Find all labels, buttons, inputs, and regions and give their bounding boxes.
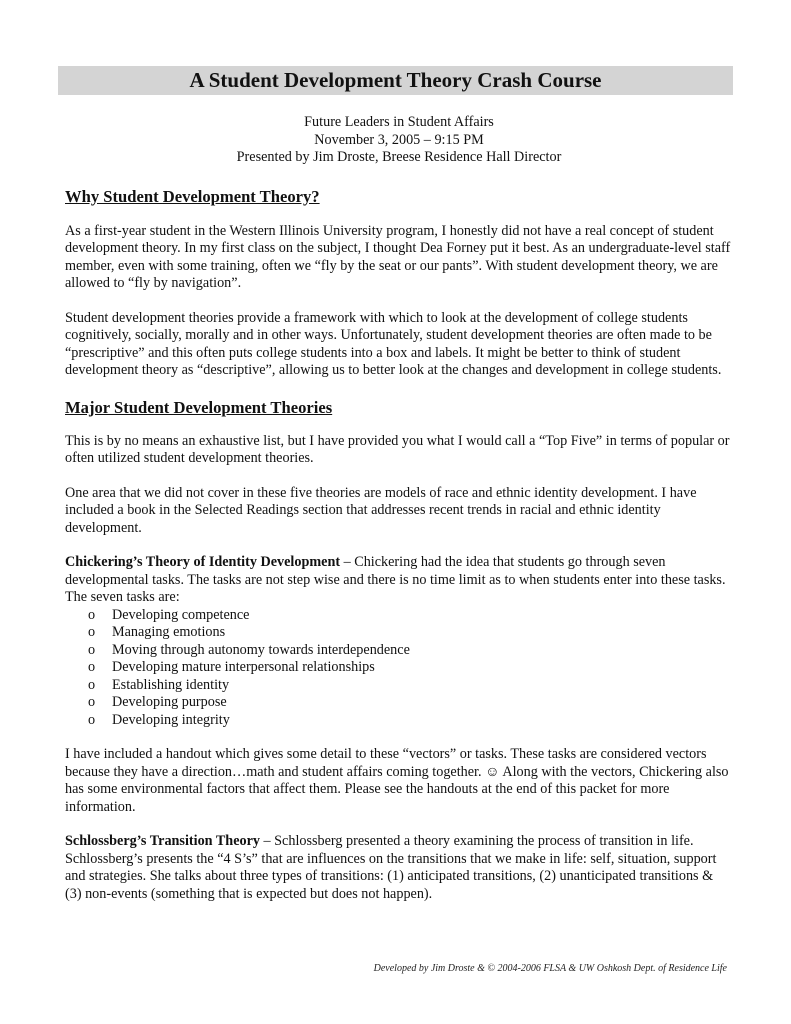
list-item xyxy=(65,694,733,712)
bullet-marker: o xyxy=(88,711,96,728)
paragraph-race-ethnic: One area that we did not cover in these five theories are models of race and ethnic identity development. I have included a book in the Selected Readings section that addresses recent trends in racial and ethnic identity development. xyxy=(65,484,697,536)
paragraph-chickering xyxy=(65,554,733,607)
subtitle-presenter: Presented by Jim Droste, Breese Residence Hall Director xyxy=(236,149,562,165)
section-heading-why: Why Student Development Theory? xyxy=(65,186,320,206)
list-item xyxy=(65,712,733,730)
list-item xyxy=(65,677,733,695)
paragraph-framework: Student development theories provide a framework with which to look at the development of college students cognitively, socially, morally and in other ways. Unfortunately, student development theories are often made to be “prescriptive” and this often puts college students into a box and labels. It might be better to think of student development theory as “descriptive”, allowing us to better look at the changes and development in college students. xyxy=(65,309,722,378)
document-title: A Student Development Theory Crash Course xyxy=(58,66,733,95)
list-item xyxy=(65,659,733,677)
bullet-marker: o xyxy=(88,641,96,658)
bullet-marker: o xyxy=(88,624,96,640)
schlossberg-theory-name: Schlossberg’s Transition Theory xyxy=(65,833,260,849)
section-heading-major: Major Student Development Theories xyxy=(65,397,333,417)
task-label: Developing purpose xyxy=(112,694,227,710)
paragraph-vectors: I have included a handout which gives some detail to these “vectors” or tasks. These tasks are considered vectors because they have a direction…math and student affairs coming together. ☺ Along with the vectors, Chickering also has some environmental factors that affect them. Please see the handouts at the end of this packet for more information. xyxy=(65,746,729,815)
paragraph-top-five: This is by no means an exhaustive list, but I have provided you what I would call a “Top Five” in terms of popular or often utilized student development theories. xyxy=(65,432,730,466)
task-label: Managing emotions xyxy=(112,624,226,640)
chickering-description: – Chickering had the idea that students go through seven developmental tasks. The tasks are not step wise and there is no time limit as to when students enter into these tasks. The seven tasks are: xyxy=(65,554,726,605)
task-label: Developing integrity xyxy=(112,711,230,728)
list-item xyxy=(65,642,733,660)
page-footer: Developed by Jim Droste & © 2004-2006 FLSA & UW Oshkosh Dept. of Residence Life xyxy=(373,963,727,974)
chickering-task-list xyxy=(65,607,733,730)
task-label: Developing mature interpersonal relationships xyxy=(112,659,375,675)
schlossberg-description: – Schlossberg presented a theory examining the process of transition in life. Schlossberg’s presents the “4 S’s” that are influences on the transitions that we make in life: self, situation, support and strategies. She talks about three types of transitions: (1) anticipated transitions, (2) unanticipated transitions & (3) non-events (something that is expected but does not happen). xyxy=(65,833,717,902)
subtitle-date: November 3, 2005 – 9:15 PM xyxy=(314,131,484,148)
bullet-marker: o xyxy=(88,606,96,623)
list-item xyxy=(65,624,733,642)
subtitle-block xyxy=(65,114,733,167)
task-label: Developing competence xyxy=(112,606,250,623)
task-label: Establishing identity xyxy=(112,676,230,693)
document-page xyxy=(65,66,733,903)
paragraph-intro: As a first-year student in the Western Illinois University program, I honestly did not have a real concept of student development theory. In my first class on the subject, I thought Dea Forney put it best. As an undergraduate-level staff member, even with some training, often we “fly by the seat or our pants”. With student development theory, we are allowed to “fly by navigation”. xyxy=(65,222,731,291)
task-label: Moving through autonomy towards interdependence xyxy=(112,641,410,658)
list-item xyxy=(65,607,733,625)
paragraph-schlossberg xyxy=(65,833,733,903)
bullet-marker: o xyxy=(88,676,96,693)
bullet-marker: o xyxy=(88,694,96,710)
subtitle-event: Future Leaders in Student Affairs xyxy=(304,114,494,130)
bullet-marker: o xyxy=(88,659,96,675)
chickering-theory-name: Chickering’s Theory of Identity Development xyxy=(65,554,341,570)
